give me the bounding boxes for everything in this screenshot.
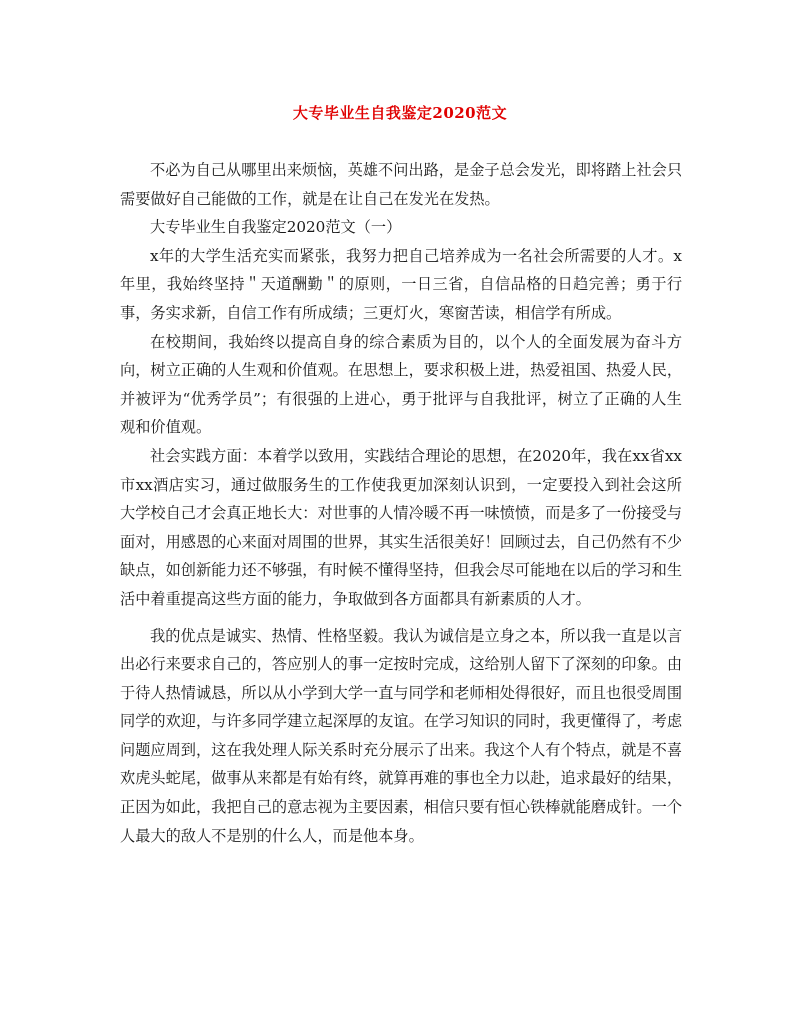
paragraph-strengths: 我的优点是诚实、热情、性格坚毅。我认为诚信是立身之本，所以我一直是以言出必行来要求自己的，答应别人的事一定按时完成，这给别人留下了深刻的印象。由于待人热情诚恳，所以从小学到大学一直与同学和老师相处得很好，而且也很受周围同学的欢迎，与许多同学建立起深厚的友谊。在学习知识的同时，我更懂得了，考虑问题应周到，这在我处理人际关系时充分展示了出来。我这个人有个特点，就是不喜欢虎头蛇尾，做事从来都是有始有终，就算再难的事也全力以赴，追求最好的结果，正因为如此，我把自己的意志视为主要因素，相信只要有恒心铁棒就能磨成针。一个人最大的敌人不是别的什么人，而是他本身。: [120, 626, 682, 845]
document-title: 大专毕业生自我鉴定2020范文: [292, 104, 508, 122]
paragraph-subtitle: 大专毕业生自我鉴定2020范文（一）: [150, 218, 402, 237]
paragraph-college-life: x年的大学生活充实而紧张，我努力把自己培养成为一名社会所需要的人才。x年里，我始终坚持＂天道酬勤＂的原则，一日三省，自信品格的日趋完善；勇于行事，务实求新，自信工作有所成绩；三更灯火，寒窗苦读，相信学有所成。: [120, 246, 682, 322]
document-body: [120, 156, 682, 850]
paragraph-intro: 不必为自己从哪里出来烦恼，英雄不问出路，是金子总会发光，即将踏上社会只需要做好自己能做的工作，就是在让自己在发光在发热。: [120, 161, 682, 208]
paragraph-social-practice: 社会实践方面：本着学以致用，实践结合理论的思想，在2020年，我在xx省xx市xx酒店实习，通过做服务生的工作使我更加深刻认识到，一定要投入到社会这所大学校自己才会真正地长大：对世事的人情冷暖不再一味愤愤，而是多了一份接受与面对，用感恩的心来面对周围的世界，其实生活很美好！回顾过去，自己仍然有不少缺点，如创新能力还不够强，有时候不懂得坚持，但我会尽可能地在以后的学习和生活中着重提高这些方面的能力，争取做到各方面都具有新素质的人才。: [120, 446, 682, 608]
paragraph-school-period: 在校期间，我始终以提高自身的综合素质为目的，以个人的全面发展为奋斗方向，树立正确的人生观和价值观。在思想上，要求积极上进，热爱祖国、热爱人民，并被评为“优秀学员”；有很强的上进心，勇于批评与自我批评，树立了正确的人生观和价值观。: [120, 332, 682, 437]
